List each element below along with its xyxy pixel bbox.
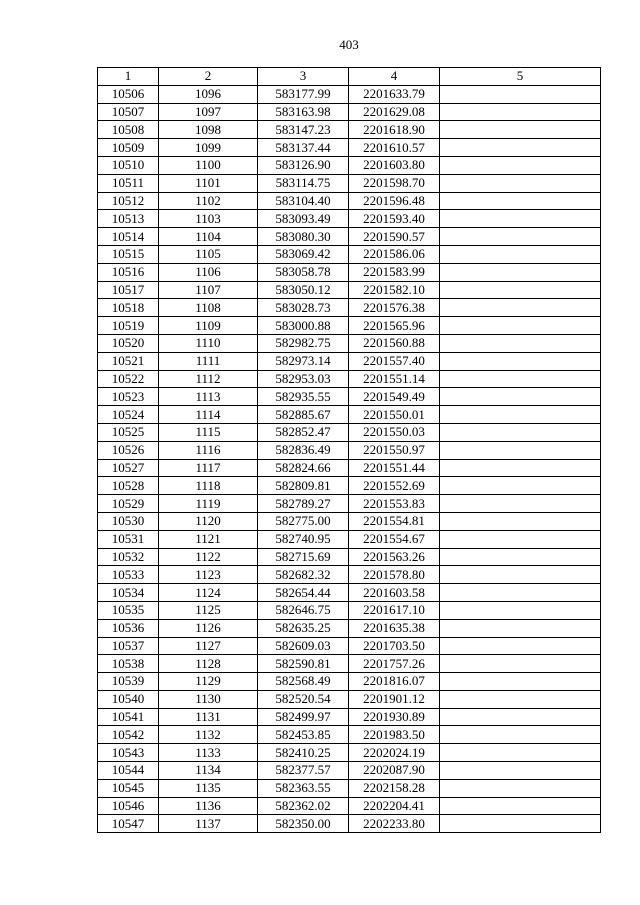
table-row — [98, 530, 601, 548]
table-cell-col-4: 2201703.50 — [349, 637, 440, 655]
table-cell-col-5 — [440, 156, 601, 174]
table-row — [98, 584, 601, 602]
table-cell-col-2: 1118 — [159, 477, 258, 495]
table-row — [98, 228, 601, 246]
table-row — [98, 103, 601, 121]
table-cell-col-2: 1120 — [159, 512, 258, 530]
table-row — [98, 441, 601, 459]
table-cell-col-5 — [440, 477, 601, 495]
table-cell-col-2: 1104 — [159, 228, 258, 246]
table-cell-col-3: 582568.49 — [258, 673, 349, 691]
table-cell-col-4: 2201554.67 — [349, 530, 440, 548]
table-cell-col-5 — [440, 317, 601, 335]
table-cell-col-2: 1128 — [159, 655, 258, 673]
table-cell-col-2: 1124 — [159, 584, 258, 602]
table-cell-col-2: 1131 — [159, 708, 258, 726]
column-header-1: 1 — [98, 68, 159, 86]
table-cell-col-4: 2201586.06 — [349, 245, 440, 263]
table-cell-col-2: 1121 — [159, 530, 258, 548]
table-cell-col-4: 2201583.99 — [349, 263, 440, 281]
table-cell-col-1: 10529 — [98, 495, 159, 513]
table-cell-col-5 — [440, 548, 601, 566]
table-cell-col-1: 10517 — [98, 281, 159, 299]
table-cell-col-2: 1125 — [159, 601, 258, 619]
table-cell-col-1: 10518 — [98, 299, 159, 317]
table-cell-col-3: 582350.00 — [258, 815, 349, 833]
table-cell-col-1: 10537 — [98, 637, 159, 655]
table-cell-col-4: 2201557.40 — [349, 352, 440, 370]
table-cell-col-3: 583093.49 — [258, 210, 349, 228]
table-cell-col-3: 582654.44 — [258, 584, 349, 602]
table-cell-col-2: 1096 — [159, 85, 258, 103]
table-header — [98, 68, 601, 86]
table-cell-col-4: 2201610.57 — [349, 139, 440, 157]
table-cell-col-5 — [440, 121, 601, 139]
table-cell-col-1: 10532 — [98, 548, 159, 566]
table-cell-col-1: 10506 — [98, 85, 159, 103]
table-cell-col-2: 1133 — [159, 744, 258, 762]
table-cell-col-1: 10521 — [98, 352, 159, 370]
table-cell-col-2: 1136 — [159, 797, 258, 815]
table-cell-col-4: 2201549.49 — [349, 388, 440, 406]
table-cell-col-3: 583080.30 — [258, 228, 349, 246]
table-cell-col-5 — [440, 139, 601, 157]
table-cell-col-2: 1119 — [159, 495, 258, 513]
column-header-2: 2 — [159, 68, 258, 86]
table-cell-col-5 — [440, 566, 601, 584]
table-cell-col-3: 582635.25 — [258, 619, 349, 637]
table-cell-col-5 — [440, 228, 601, 246]
table-cell-col-2: 1113 — [159, 388, 258, 406]
table-cell-col-2: 1134 — [159, 762, 258, 780]
table-cell-col-2: 1108 — [159, 299, 258, 317]
table-cell-col-2: 1116 — [159, 441, 258, 459]
table-cell-col-5 — [440, 103, 601, 121]
table-cell-col-4: 2201553.83 — [349, 495, 440, 513]
table-cell-col-3: 583050.12 — [258, 281, 349, 299]
table-cell-col-3: 582885.67 — [258, 406, 349, 424]
table-cell-col-5 — [440, 263, 601, 281]
table-cell-col-2: 1110 — [159, 334, 258, 352]
table-cell-col-3: 582410.25 — [258, 744, 349, 762]
table-cell-col-4: 2201563.26 — [349, 548, 440, 566]
table-cell-col-4: 2201560.88 — [349, 334, 440, 352]
table-cell-col-3: 583058.78 — [258, 263, 349, 281]
table-cell-col-3: 582646.75 — [258, 601, 349, 619]
table-cell-col-2: 1097 — [159, 103, 258, 121]
table-cell-col-2: 1103 — [159, 210, 258, 228]
table-cell-col-2: 1106 — [159, 263, 258, 281]
table-cell-col-3: 582453.85 — [258, 726, 349, 744]
table-row — [98, 477, 601, 495]
table-cell-col-3: 583147.23 — [258, 121, 349, 139]
table-cell-col-3: 583114.75 — [258, 174, 349, 192]
table-cell-col-4: 2201552.69 — [349, 477, 440, 495]
table-cell-col-5 — [440, 584, 601, 602]
table-cell-col-5 — [440, 744, 601, 762]
table-row — [98, 370, 601, 388]
table-cell-col-1: 10531 — [98, 530, 159, 548]
table-cell-col-3: 582362.02 — [258, 797, 349, 815]
table-cell-col-5 — [440, 174, 601, 192]
table-cell-col-3: 582982.75 — [258, 334, 349, 352]
table-row — [98, 673, 601, 691]
table-cell-col-1: 10513 — [98, 210, 159, 228]
table-cell-col-5 — [440, 708, 601, 726]
table-cell-col-3: 582377.57 — [258, 762, 349, 780]
table-cell-col-1: 10509 — [98, 139, 159, 157]
table-cell-col-3: 582609.03 — [258, 637, 349, 655]
table-row — [98, 317, 601, 335]
table-cell-col-1: 10542 — [98, 726, 159, 744]
table-cell-col-1: 10535 — [98, 601, 159, 619]
table-cell-col-1: 10524 — [98, 406, 159, 424]
table-cell-col-2: 1098 — [159, 121, 258, 139]
column-header-5: 5 — [440, 68, 601, 86]
table-cell-col-3: 582935.55 — [258, 388, 349, 406]
table-cell-col-5 — [440, 406, 601, 424]
table-cell-col-4: 2201598.70 — [349, 174, 440, 192]
table-cell-col-1: 10540 — [98, 690, 159, 708]
table-cell-col-2: 1099 — [159, 139, 258, 157]
table-row — [98, 779, 601, 797]
table-row — [98, 156, 601, 174]
table-cell-col-3: 582715.69 — [258, 548, 349, 566]
table-cell-col-5 — [440, 370, 601, 388]
table-cell-col-3: 582775.00 — [258, 512, 349, 530]
column-header-4: 4 — [349, 68, 440, 86]
table-cell-col-1: 10541 — [98, 708, 159, 726]
table-row — [98, 655, 601, 673]
table-cell-col-4: 2201550.97 — [349, 441, 440, 459]
table-row — [98, 566, 601, 584]
table-row — [98, 744, 601, 762]
table-cell-col-4: 2201603.80 — [349, 156, 440, 174]
table-cell-col-2: 1126 — [159, 619, 258, 637]
table-row — [98, 192, 601, 210]
table-cell-col-4: 2201983.50 — [349, 726, 440, 744]
table-cell-col-4: 2201930.89 — [349, 708, 440, 726]
table-cell-col-1: 10523 — [98, 388, 159, 406]
table-cell-col-4: 2201633.79 — [349, 85, 440, 103]
table-row — [98, 388, 601, 406]
table-cell-col-5 — [440, 815, 601, 833]
table-row — [98, 601, 601, 619]
table-cell-col-1: 10522 — [98, 370, 159, 388]
table-cell-col-1: 10525 — [98, 423, 159, 441]
table-cell-col-3: 583177.99 — [258, 85, 349, 103]
column-header-3: 3 — [258, 68, 349, 86]
table-cell-col-1: 10533 — [98, 566, 159, 584]
table-row — [98, 281, 601, 299]
table-row — [98, 690, 601, 708]
table-cell-col-5 — [440, 530, 601, 548]
table-cell-col-2: 1123 — [159, 566, 258, 584]
table-cell-col-2: 1109 — [159, 317, 258, 335]
table-row — [98, 548, 601, 566]
table-cell-col-2: 1102 — [159, 192, 258, 210]
table-cell-col-4: 2201635.38 — [349, 619, 440, 637]
table-cell-col-4: 2201596.48 — [349, 192, 440, 210]
table-row — [98, 85, 601, 103]
table-cell-col-1: 10536 — [98, 619, 159, 637]
table-cell-col-3: 582499.97 — [258, 708, 349, 726]
table-cell-col-4: 2201551.44 — [349, 459, 440, 477]
table-cell-col-2: 1115 — [159, 423, 258, 441]
table-cell-col-1: 10507 — [98, 103, 159, 121]
table-cell-col-3: 582953.03 — [258, 370, 349, 388]
table-cell-col-5 — [440, 512, 601, 530]
table-cell-col-5 — [440, 655, 601, 673]
table-row — [98, 174, 601, 192]
table-cell-col-4: 2201550.03 — [349, 423, 440, 441]
table-cell-col-1: 10543 — [98, 744, 159, 762]
table-cell-col-4: 2201901.12 — [349, 690, 440, 708]
table-cell-col-5 — [440, 85, 601, 103]
table-row — [98, 334, 601, 352]
table-cell-col-2: 1107 — [159, 281, 258, 299]
table-cell-col-1: 10510 — [98, 156, 159, 174]
table-cell-col-3: 582740.95 — [258, 530, 349, 548]
table-cell-col-5 — [440, 601, 601, 619]
table-cell-col-2: 1111 — [159, 352, 258, 370]
table-cell-col-4: 2201576.38 — [349, 299, 440, 317]
table-cell-col-2: 1130 — [159, 690, 258, 708]
table-cell-col-3: 582852.47 — [258, 423, 349, 441]
table-cell-col-1: 10538 — [98, 655, 159, 673]
table-cell-col-3: 583028.73 — [258, 299, 349, 317]
table-cell-col-2: 1135 — [159, 779, 258, 797]
table-cell-col-2: 1117 — [159, 459, 258, 477]
table-row — [98, 423, 601, 441]
table-cell-col-5 — [440, 637, 601, 655]
table-row — [98, 245, 601, 263]
table-cell-col-5 — [440, 210, 601, 228]
table-cell-col-5 — [440, 299, 601, 317]
table-cell-col-3: 582363.55 — [258, 779, 349, 797]
table-cell-col-1: 10508 — [98, 121, 159, 139]
table-cell-col-2: 1105 — [159, 245, 258, 263]
table-cell-col-4: 2201593.40 — [349, 210, 440, 228]
table-cell-col-1: 10546 — [98, 797, 159, 815]
table-row — [98, 512, 601, 530]
table-cell-col-1: 10527 — [98, 459, 159, 477]
table-cell-col-4: 2201816.07 — [349, 673, 440, 691]
table-cell-col-2: 1122 — [159, 548, 258, 566]
table-header-row — [98, 68, 601, 86]
table-row — [98, 726, 601, 744]
table-row — [98, 797, 601, 815]
table-cell-col-1: 10516 — [98, 263, 159, 281]
table-cell-col-3: 582809.81 — [258, 477, 349, 495]
coordinates-table — [97, 67, 601, 833]
table-cell-col-3: 582682.32 — [258, 566, 349, 584]
table-cell-col-1: 10511 — [98, 174, 159, 192]
table-cell-col-5 — [440, 441, 601, 459]
table-cell-col-2: 1100 — [159, 156, 258, 174]
table-cell-col-4: 2201551.14 — [349, 370, 440, 388]
table-cell-col-2: 1127 — [159, 637, 258, 655]
table-cell-col-4: 2201550.01 — [349, 406, 440, 424]
table-cell-col-1: 10530 — [98, 512, 159, 530]
table-cell-col-5 — [440, 762, 601, 780]
table-cell-col-4: 2201554.81 — [349, 512, 440, 530]
table-row — [98, 637, 601, 655]
table-cell-col-1: 10544 — [98, 762, 159, 780]
table-cell-col-4: 2202158.28 — [349, 779, 440, 797]
table-cell-col-4: 2201603.58 — [349, 584, 440, 602]
table-cell-col-5 — [440, 459, 601, 477]
table-cell-col-5 — [440, 726, 601, 744]
table-cell-col-3: 582590.81 — [258, 655, 349, 673]
table-cell-col-5 — [440, 245, 601, 263]
table-cell-col-5 — [440, 388, 601, 406]
table-cell-col-1: 10512 — [98, 192, 159, 210]
table-row — [98, 459, 601, 477]
table-cell-col-1: 10526 — [98, 441, 159, 459]
table-cell-col-4: 2201565.96 — [349, 317, 440, 335]
table-row — [98, 210, 601, 228]
page-number: 403 — [339, 37, 359, 52]
table-cell-col-4: 2202087.90 — [349, 762, 440, 780]
table-row — [98, 139, 601, 157]
table-cell-col-5 — [440, 779, 601, 797]
table-cell-col-2: 1112 — [159, 370, 258, 388]
table-row — [98, 406, 601, 424]
table-row — [98, 762, 601, 780]
table-cell-col-3: 583069.42 — [258, 245, 349, 263]
table-cell-col-5 — [440, 673, 601, 691]
table-cell-col-3: 582789.27 — [258, 495, 349, 513]
table-cell-col-5 — [440, 619, 601, 637]
table-cell-col-1: 10520 — [98, 334, 159, 352]
table-cell-col-5 — [440, 192, 601, 210]
table-cell-col-5 — [440, 423, 601, 441]
table-cell-col-5 — [440, 797, 601, 815]
table-cell-col-2: 1132 — [159, 726, 258, 744]
table-cell-col-3: 583000.88 — [258, 317, 349, 335]
table-cell-col-1: 10545 — [98, 779, 159, 797]
table-cell-col-3: 583163.98 — [258, 103, 349, 121]
table-row — [98, 263, 601, 281]
table-cell-col-5 — [440, 352, 601, 370]
table-row — [98, 708, 601, 726]
table-cell-col-4: 2201578.80 — [349, 566, 440, 584]
table-cell-col-5 — [440, 495, 601, 513]
table-cell-col-5 — [440, 281, 601, 299]
table-cell-col-1: 10534 — [98, 584, 159, 602]
table-cell-col-4: 2201757.26 — [349, 655, 440, 673]
table-cell-col-2: 1137 — [159, 815, 258, 833]
table-cell-col-5 — [440, 334, 601, 352]
table-cell-col-3: 582520.54 — [258, 690, 349, 708]
table-row — [98, 121, 601, 139]
table-body — [98, 85, 601, 832]
table-cell-col-4: 2202024.19 — [349, 744, 440, 762]
table-cell-col-1: 10547 — [98, 815, 159, 833]
table-cell-col-1: 10539 — [98, 673, 159, 691]
table-row — [98, 619, 601, 637]
table-cell-col-1: 10514 — [98, 228, 159, 246]
table-row — [98, 299, 601, 317]
table-row — [98, 815, 601, 833]
table-cell-col-4: 2201582.10 — [349, 281, 440, 299]
table-row — [98, 352, 601, 370]
table-cell-col-4: 2201617.10 — [349, 601, 440, 619]
table-cell-col-2: 1129 — [159, 673, 258, 691]
table-cell-col-3: 583137.44 — [258, 139, 349, 157]
table-cell-col-3: 582824.66 — [258, 459, 349, 477]
table-cell-col-3: 582836.49 — [258, 441, 349, 459]
table-cell-col-4: 2202204.41 — [349, 797, 440, 815]
table-cell-col-4: 2202233.80 — [349, 815, 440, 833]
table-cell-col-4: 2201629.08 — [349, 103, 440, 121]
table-cell-col-2: 1114 — [159, 406, 258, 424]
table-cell-col-3: 582973.14 — [258, 352, 349, 370]
table-cell-col-2: 1101 — [159, 174, 258, 192]
table-cell-col-1: 10528 — [98, 477, 159, 495]
table-row — [98, 495, 601, 513]
table-cell-col-5 — [440, 690, 601, 708]
table-cell-col-1: 10515 — [98, 245, 159, 263]
table-cell-col-3: 583126.90 — [258, 156, 349, 174]
table-cell-col-1: 10519 — [98, 317, 159, 335]
table-cell-col-4: 2201618.90 — [349, 121, 440, 139]
table-cell-col-3: 583104.40 — [258, 192, 349, 210]
table-cell-col-4: 2201590.57 — [349, 228, 440, 246]
